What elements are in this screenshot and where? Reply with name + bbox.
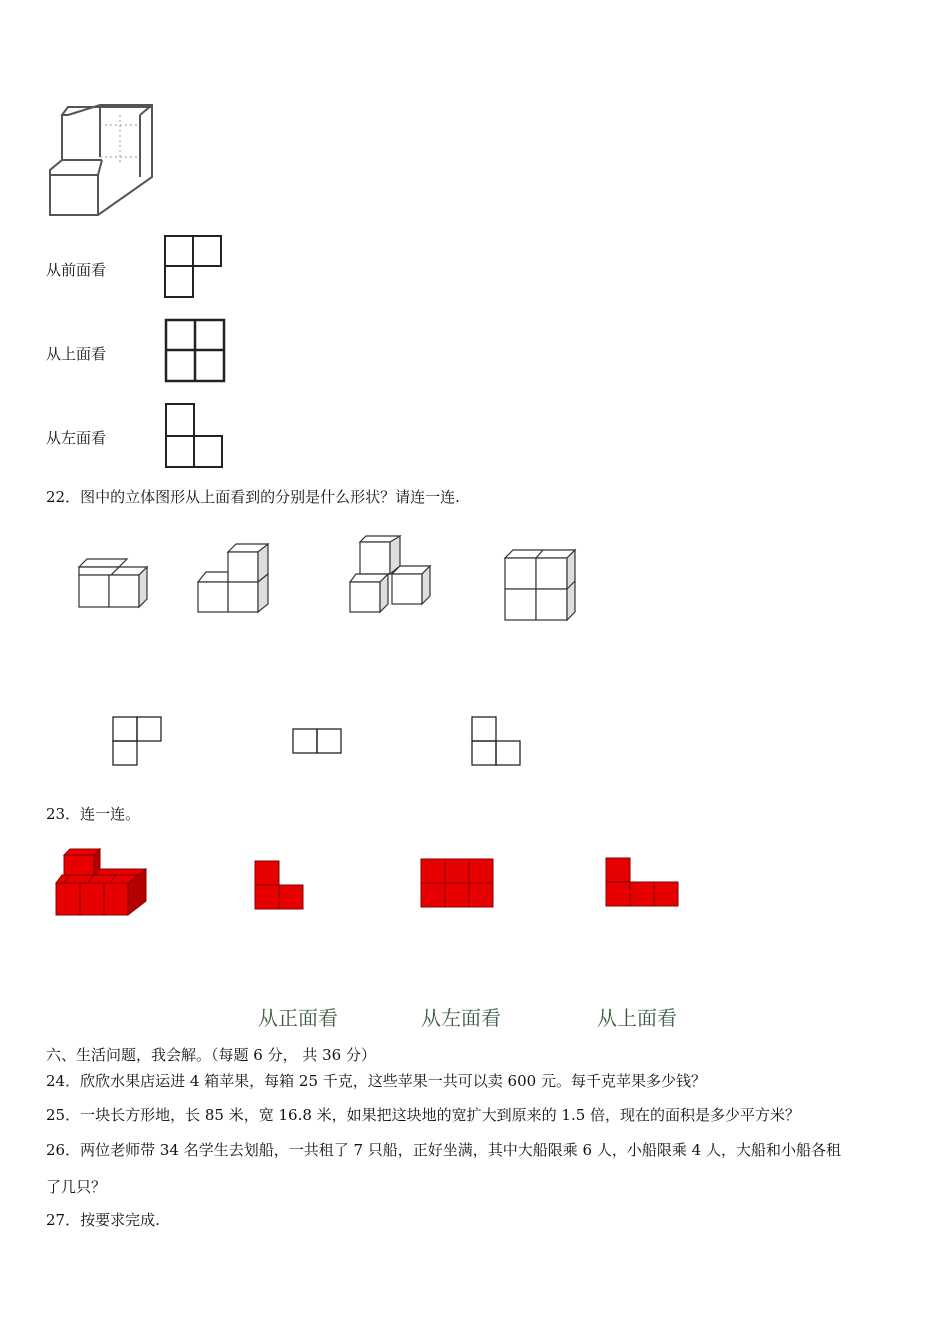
q21-solid-figure [40,95,170,225]
q23-red-solid [52,845,152,921]
problem-26-line-1: 26．两位老师带 34 名学生去划船，一共租了 7 只船，正好坐满，其中大船限乘 6 人，小船限乘 4 人，大船和小船各租 [46,1141,841,1159]
view-label-front: 从前面看 [46,261,107,279]
q23-red-view-2 [419,857,495,911]
q22-solid-1 [75,555,155,615]
problem-24: 24．欣欣水果店运进 4 箱苹果，每箱 25 千克，这些苹果一共可以卖 600 元。每千克苹果多少钱？ [46,1072,706,1090]
q22-solid-3 [348,532,438,618]
view-label-left: 从左面看 [46,429,107,447]
q22-solid-2 [196,540,276,616]
q22-solid-4 [503,548,583,624]
q22-option-2 [291,727,345,755]
q23-red-view-3 [604,856,682,910]
top-view-icon [164,318,228,384]
front-view-icon [163,234,225,300]
problem-26-line-2: 了几只？ [46,1178,107,1196]
q22-option-1 [111,715,165,767]
q23-question: 23．连一连。 [46,805,141,823]
problem-27: 27．按要求完成. [46,1211,160,1229]
q23-label-top: 从上面看 [597,1006,677,1030]
left-view-icon [164,402,226,470]
q22-option-3 [470,715,524,767]
q23-red-view-1 [253,859,305,911]
section-6-heading: 六、生活问题，我会解。（每题 6 分， 共 36 分） [46,1046,376,1064]
problem-25: 25．一块长方形地，长 85 米，宽 16.8 米，如果把这块地的宽扩大到原来的 1.5 倍，现在的面积是多少平方米？ [46,1106,801,1124]
q23-label-left: 从左面看 [421,1006,501,1030]
view-label-top: 从上面看 [46,345,107,363]
q22-question: 22．图中的立体图形从上面看到的分别是什么形状？请连一连. [46,488,460,506]
q23-label-front: 从正面看 [258,1006,338,1030]
